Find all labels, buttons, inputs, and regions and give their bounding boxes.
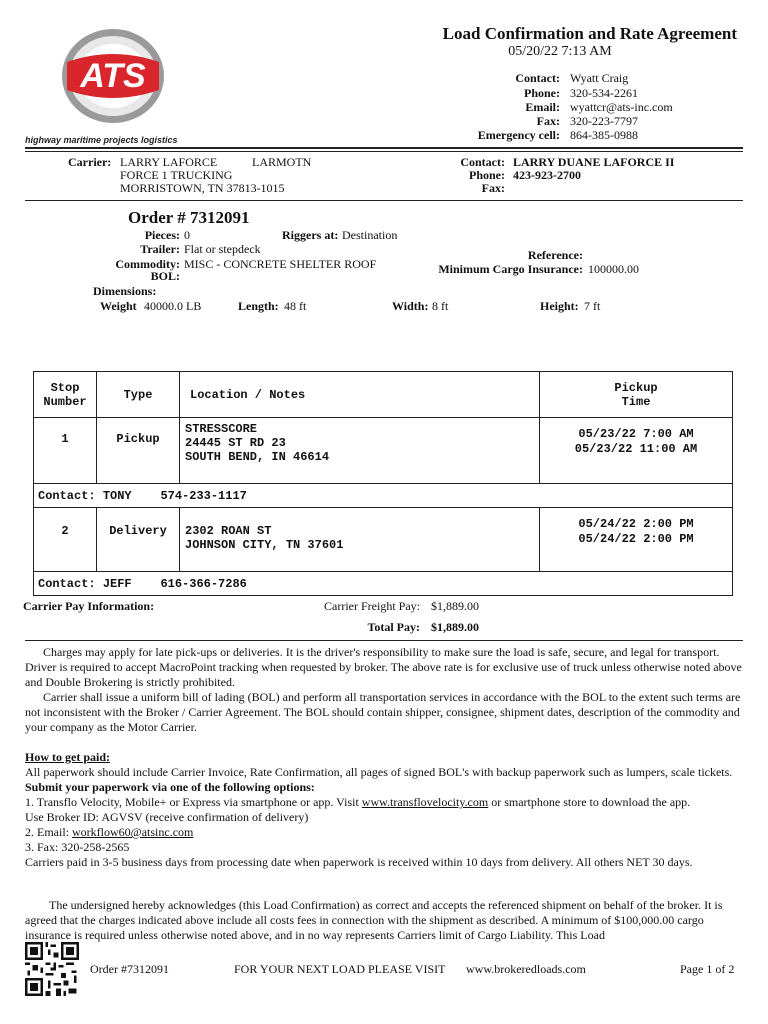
transflo-link[interactable]: www.transflovelocity.com [361,795,489,809]
carrier-phone-label: Phone: [469,168,505,182]
table-row [34,508,733,572]
acknowledgement [25,898,743,943]
carrier-contact: LARRY DUANE LAFORCE II [513,155,675,169]
ats-logo [58,24,168,128]
option-3: 3. Fax: 320-258-2565 [25,840,130,854]
fax-label: Fax: [536,114,560,128]
footer-order: Order #7312091 [90,962,169,976]
freight-pay-label: Carrier Freight Pay: [324,599,420,613]
header-location: Location / Notes [180,372,540,418]
terms-section [25,645,743,735]
header-stop-number [34,372,97,418]
ack-paragraph: The undersigned hereby acknowledges (this Load Confirmation) as correct and accepts the referenced shipment on behalf of the broker. It is agreed that the charges indicated above include all costs fees in connection with the shipment as described. A minimum of $100,000.00 cargo insurance is required unless otherwise noted above, and in no way represents Carriers limit of Cargo Liability. This Load [25,898,723,942]
bol-label: BOL: [150,269,180,283]
height-value: 7 ft [584,299,601,313]
qr-code-icon [25,942,79,996]
contact-name: Wyatt Craig [570,71,629,85]
fax-value: 320-223-7797 [570,114,638,128]
divider [25,147,743,149]
logo-text: ATS [80,57,146,95]
footer-visit: FOR YOUR NEXT LOAD PLEASE VISIT [234,962,446,976]
riggers-value: Destination [342,228,398,242]
option-1-broker-id: Use Broker ID: AGVSV (receive confirmation of delivery) [25,810,309,824]
option-1 [25,795,743,810]
carrier-fax-label: Fax: [481,181,505,195]
submit-title: Submit your paperwork via one of the following options: [25,780,315,794]
header-stop-line1: Stop [50,380,80,395]
option-2-text: 2. Email: [25,825,72,839]
height-label: Height: [540,299,579,313]
contact-row [34,572,733,596]
weight-label: Weight [100,299,137,313]
stops-table [33,371,733,596]
contact-phone: 616-366-7286 [160,576,247,591]
stop-number: 1 [34,418,97,484]
stop-type: Delivery [97,508,180,572]
divider [25,640,743,641]
location-line: JOHNSON CITY, TN 37601 [185,538,344,552]
carrier-contact-label: Contact: [460,155,505,169]
stop-contact [34,484,733,508]
location-line: SOUTH BEND, IN 46614 [185,450,330,464]
location-line: 24445 ST RD 23 [185,436,286,450]
dimensions-label: Dimensions: [93,284,157,298]
location-line: STRESSCORE [185,422,258,436]
logo-tagline: highway maritime projects logistics [25,135,178,145]
stop-location [180,418,540,484]
emergency-label: Emergency cell: [477,128,560,142]
order-title: Order # 7312091 [128,208,250,227]
stop-location [180,508,540,572]
time-line: 05/23/22 11:00 AM [574,442,698,456]
email-value: wyattcr@ats-inc.com [570,100,673,114]
trailer-value: Flat or stepdeck [184,242,261,256]
contact-name: JEFF [102,576,132,591]
length-value: 48 ft [284,299,307,313]
header-type: Type [97,372,180,418]
time-line: 05/24/22 2:00 PM [578,532,694,546]
location-line: 2302 ROAN ST [185,524,272,538]
payment-terms: Carriers paid in 3-5 business days from processing date when paperwork is received within 10 days from delivery. All others NET 30 days. [25,855,693,869]
reference-label: Reference: [527,248,583,262]
table-row [34,418,733,484]
option-1-text-end: or smartphone store to download the app. [488,795,691,809]
terms-paragraph: Charges may apply for late pick-ups or deliveries. It is the driver's responsibility to make sure the load is safe, secure, and legal for transport. Driver is required to accept MacroPoint tracking when requested by broker. The above rate is for exclusive use of truck unless otherwise noted above and Double Brokering is strictly prohibited. [25,645,742,689]
pay-info-label: Carrier Pay Information: [23,599,155,613]
option-2 [25,825,743,840]
document-datetime: 05/20/22 7:13 AM [508,44,612,59]
terms-paragraph: Carrier shall issue a uniform bill of lading (BOL) and perform all transportation services in accordance with the BOL to the extent such terms are not inconsistent with the Broker / Carrier Agreement. The BOL should contain shipper, consignee, shipment dates, description of the commodity and your company as the Motor Carrier. [25,690,741,734]
page-title: Load Confirmation and Rate Agreement [442,24,737,43]
commodity-value: MISC - CONCRETE SHELTER ROOF [184,257,377,271]
emergency-value: 864-385-0988 [570,128,638,142]
pieces-label: Pieces: [144,228,180,242]
carrier-label: Carrier: [68,155,112,169]
freight-pay-value: $1,889.00 [431,599,479,613]
commodity-label: Commodity: [115,257,180,271]
footer-site-link[interactable]: www.brokeredloads.com [466,962,586,976]
stop-time [540,508,733,572]
time-line: 05/24/22 2:00 PM [578,517,694,531]
carrier-city: MORRISTOWN, TN 37813-1015 [120,181,285,195]
header-time [540,372,733,418]
carrier-phone: 423-923-2700 [513,168,581,182]
total-pay-value: $1,889.00 [431,620,479,634]
contact-row [34,484,733,508]
insurance-value: 100000.00 [588,262,639,276]
email-label: Email: [525,100,560,114]
stop-contact [34,572,733,596]
phone-label: Phone: [524,86,560,100]
table-header-row [34,372,733,418]
carrier-company: FORCE 1 TRUCKING [120,168,233,182]
pieces-value: 0 [184,228,190,242]
howto-title: How to get paid: [25,750,110,764]
time-line: 05/23/22 7:00 AM [578,427,694,441]
contact-label: Contact: [515,71,560,85]
header-time-line2: Time [621,394,651,409]
width-value: 8 ft [432,299,449,313]
payment-instructions [25,750,743,870]
carrier-name: LARRY LAFORCE [120,155,218,169]
option-1-text: 1. Transflo Velocity, Mobile+ or Express via smartphone or app. Visit [25,795,362,809]
header-stop-line2: Number [43,394,87,409]
divider [25,151,743,152]
contact-label: Contact: [38,576,96,591]
stop-type: Pickup [97,418,180,484]
weight-value: 40000.0 LB [144,299,202,313]
stop-number: 2 [34,508,97,572]
page-number: Page 1 of 2 [680,962,735,976]
total-pay-label: Total Pay: [367,620,420,634]
width-label: Width: [392,299,429,313]
contact-phone: 574-233-1117 [160,488,247,503]
header-time-line1: Pickup [614,380,658,395]
contact-label: Contact: [38,488,96,503]
divider [25,200,743,201]
length-label: Length: [238,299,279,313]
howto-text: All paperwork should include Carrier Invoice, Rate Confirmation, all pages of signed BOL's with backup paperwork such as lumpers, scale tickets. [25,765,733,779]
contact-name: TONY [102,488,132,503]
trailer-label: Trailer: [140,242,180,256]
email-link[interactable]: workflow60@atsinc.com [72,825,194,839]
insurance-label: Minimum Cargo Insurance: [438,262,583,276]
riggers-label: Riggers at: [282,228,339,242]
carrier-code: LARMOTN [252,155,312,169]
phone-value: 320-534-2261 [570,86,638,100]
stop-time [540,418,733,484]
